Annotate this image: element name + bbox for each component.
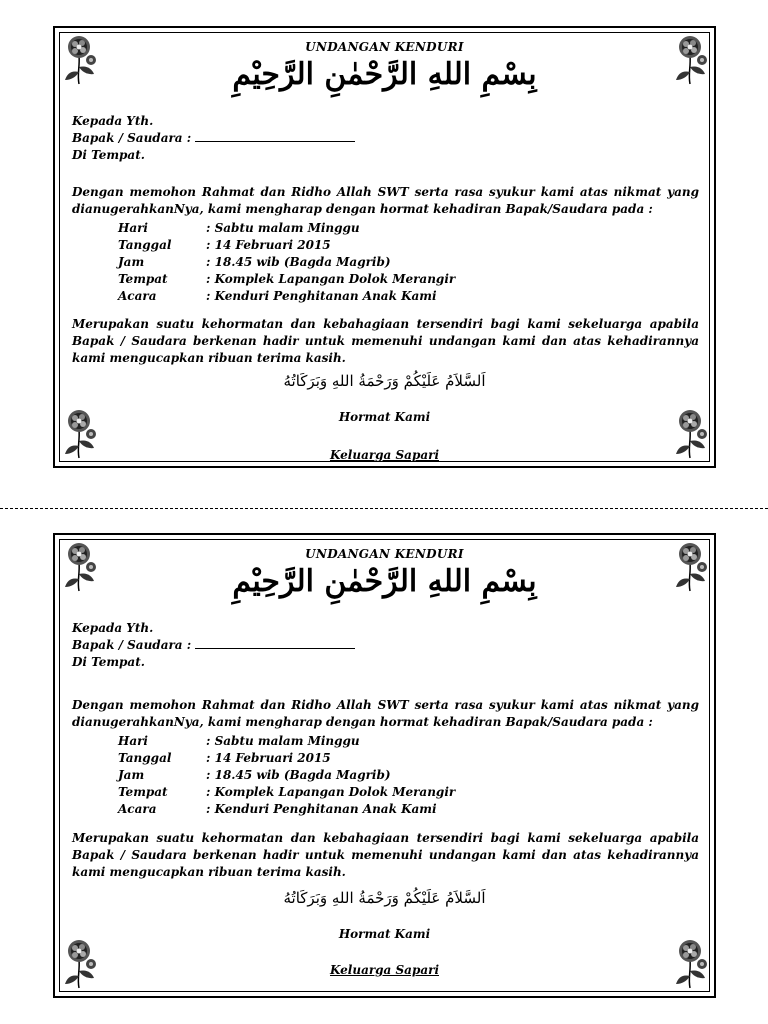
regards-text: Hormat Kami	[338, 410, 431, 424]
detail-row: Tanggal : 14 Februari 2015	[118, 751, 331, 765]
detail-row: Acara : Kenduri Penghitanan Anak Kami	[118, 802, 437, 816]
invitation-card	[53, 533, 716, 998]
opening-paragraph: Dengan memohon Rahmat dan Ridho Allah SWT serta rasa syukur kami atas nikmat yang dianugerahkanNya, kami mengharap dengan hormat kehadiran Bapak/Saudara pada :	[72, 698, 699, 729]
recipient-name-line: Bapak / Saudara :	[72, 130, 355, 147]
salam-calligraphy: اَلسَّلاَمُ عَلَيْكُمْ وَرَحْمَةُ اللهِ وَبَرَكَاتُهُ	[283, 889, 486, 907]
sender-name: Keluarga Sapari	[329, 963, 439, 977]
detail-row: Jam : 18.45 wib (Bagda Magrib)	[118, 768, 391, 782]
closing-paragraph: Merupakan suatu kehormatan dan kebahagiaan tersendiri bagi kami sekeluarga apabila Bapak / Saudara berkenan hadir untuk memenuhi undangan kami dan atas kehadirannya kami mengucapkan ribuan terima kasih.	[72, 831, 699, 879]
recipient-blank	[195, 638, 355, 649]
bismillah-calligraphy: بِسْمِ اللهِ الرَّحْمٰنِ الرَّحِيْمِ	[232, 57, 537, 92]
recipient-line: Kepada Yth.	[72, 114, 154, 128]
bismillah-calligraphy: بِسْمِ اللهِ الرَّحْمٰنِ الرَّحِيْمِ	[232, 564, 537, 599]
recipient-block	[72, 620, 355, 671]
recipient-blank	[195, 131, 355, 142]
detail-row: Hari : Sabtu malam Minggu	[118, 221, 360, 235]
invitation-card	[53, 26, 716, 468]
cut-line-divider	[0, 508, 768, 509]
salam-calligraphy: اَلسَّلاَمُ عَلَيْكُمْ وَرَحْمَةُ اللهِ وَبَرَكَاتُهُ	[283, 372, 486, 390]
invitation-title: UNDANGAN KENDURI	[305, 40, 464, 54]
detail-row: Acara : Kenduri Penghitanan Anak Kami	[118, 289, 437, 303]
event-details	[118, 733, 455, 818]
detail-row: Tanggal : 14 Februari 2015	[118, 238, 331, 252]
event-details	[118, 220, 455, 305]
recipient-name-line: Bapak / Saudara :	[72, 637, 355, 654]
detail-row: Tempat : Komplek Lapangan Dolok Merangir	[118, 272, 456, 286]
invitation-title: UNDANGAN KENDURI	[305, 547, 464, 561]
regards-text: Hormat Kami	[338, 927, 431, 941]
recipient-block	[72, 113, 355, 164]
detail-row: Tempat : Komplek Lapangan Dolok Merangir	[118, 785, 456, 799]
recipient-line: Kepada Yth.	[72, 621, 154, 635]
detail-row: Hari : Sabtu malam Minggu	[118, 734, 360, 748]
closing-paragraph: Merupakan suatu kehormatan dan kebahagiaan tersendiri bagi kami sekeluarga apabila Bapak / Saudara berkenan hadir untuk memenuhi undangan kami dan atas kehadirannya kami mengucapkan ribuan terima kasih.	[72, 317, 699, 365]
detail-row: Jam : 18.45 wib (Bagda Magrib)	[118, 255, 391, 269]
sender-name: Keluarga Sapari	[329, 448, 439, 462]
recipient-place: Di Tempat.	[72, 655, 145, 669]
recipient-place: Di Tempat.	[72, 148, 145, 162]
opening-paragraph: Dengan memohon Rahmat dan Ridho Allah SWT serta rasa syukur kami atas nikmat yang dianugerahkanNya, kami mengharap dengan hormat kehadiran Bapak/Saudara pada :	[72, 185, 699, 216]
